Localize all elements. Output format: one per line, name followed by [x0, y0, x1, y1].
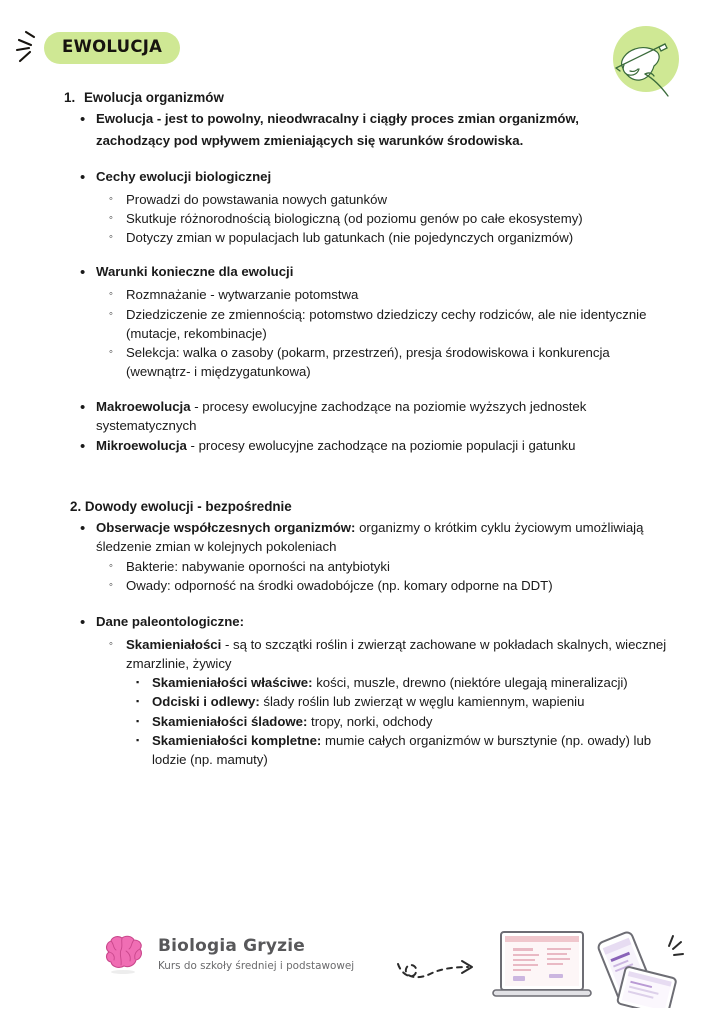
page-title: EWOLUCJA	[44, 32, 180, 64]
list-item	[64, 712, 674, 731]
bullet-circle-icon: ◦	[109, 192, 113, 205]
warunki-item-2: Dziedziczenie ze zmiennością: potomstwo dziedziczy cechy rodziców, ale nie identycznie (mutacje, rekombinacje)	[126, 306, 647, 341]
fossil-type-2-term: Odciski i odlewy:	[152, 694, 260, 710]
bullet-dot-icon: •	[80, 168, 86, 186]
list-item	[64, 673, 674, 692]
skamienialosci-desc: - są to szczątki roślin i zwierząt zachowane w pokładach skalnych, wiecznej zmarzlinie, żywicy	[126, 636, 667, 671]
evolution-definition-line-1: Ewolucja - jest to powolny, nieodwracalny i ciągły proces zmian organizmów,	[96, 110, 579, 126]
brand-subtitle: Kurs do szkoły średniej i podstawowej	[158, 959, 355, 972]
fossil-type-3	[152, 712, 674, 731]
sparkle-lines-icon	[14, 28, 42, 68]
bullet-circle-icon: ◦	[109, 346, 113, 359]
brain-icon	[100, 932, 146, 976]
mikroewolucja-desc: - procesy ewolucyjne zachodzące na poziomie populacji i gatunku	[186, 438, 576, 454]
bullet-square-icon: ▪	[136, 715, 140, 726]
mikroewolucja-entry	[96, 436, 674, 458]
laptop-phone-tablet-icon	[487, 926, 687, 1008]
section-1-title: Ewolucja organizmów	[84, 90, 224, 105]
group-heading-label: Warunki konieczne dla ewolucji	[96, 264, 294, 280]
brand-name: Biologia Gryzie	[158, 936, 306, 957]
fossil-type-2-desc: ślady roślin lub zwierząt w węglu kamiennym, wapieniu	[259, 694, 585, 710]
skamienialosci-term: Skamieniałości	[126, 636, 222, 652]
bullet-circle-icon: ◦	[109, 211, 113, 224]
list-item	[64, 228, 674, 247]
bullet-square-icon: ▪	[136, 677, 140, 688]
page-footer	[0, 924, 720, 1012]
dashed-arrow-right-icon	[396, 942, 484, 988]
bullet-dot-icon: •	[80, 398, 86, 416]
brand-text	[158, 936, 354, 971]
list-item	[64, 436, 674, 458]
bullet-dot-icon: •	[80, 613, 86, 631]
bullet-square-icon: ▪	[136, 696, 140, 707]
spacer	[64, 596, 674, 612]
list-item	[64, 692, 674, 711]
list-item	[64, 731, 674, 770]
cechy-item-3: Dotyczy zmian w populacjach lub gatunkach (nie pojedynczych organizmów)	[126, 230, 574, 246]
fossil-type-3-desc: tropy, norki, odchody	[307, 713, 433, 729]
list-item	[64, 285, 674, 304]
bullet-spacer	[80, 131, 96, 150]
cechy-item-2: Skutkuje różnorodnością biologiczną (od poziomu genów po całe ekosystemy)	[126, 210, 583, 226]
fossil-type-1-term: Skamieniałości właściwe:	[152, 675, 313, 691]
list-item	[64, 518, 674, 557]
fossil-type-1-desc: kości, muszle, drewno (niektóre ulegają mineralizacji)	[312, 675, 628, 691]
mikroewolucja-term: Mikroewolucja	[96, 438, 187, 454]
group-heading-warunki	[64, 262, 674, 284]
bullet-circle-icon: ◦	[109, 307, 113, 320]
fossil-type-4	[152, 731, 674, 770]
list-item	[64, 576, 674, 595]
list-item	[64, 190, 674, 209]
obserwacje-entry	[96, 518, 674, 557]
warunki-item-3: Selekcja: walka o zasoby (pokarm, przestrzeń), presja środowiskowa i konkurencja (wewnątrz- i międzygatunkowa)	[126, 345, 610, 380]
bullet-dot-icon: •	[80, 519, 86, 537]
title-badge-group	[14, 28, 180, 68]
makroewolucja-desc: - procesy ewolucyjne zachodzące na poziomie wyższych jednostek systematycznych	[96, 398, 587, 433]
list-item	[64, 635, 674, 674]
fossil-type-4-desc: mumie całych organizmów w bursztynie (np. owady) lub lodzie (np. mamuty)	[152, 732, 652, 768]
bullet-circle-icon: ◦	[109, 288, 113, 301]
fossil-type-3-term: Skamieniałości śladowe:	[152, 713, 308, 729]
page-header	[0, 0, 720, 95]
warunki-item-1: Rozmnażanie - wytwarzanie potomstwa	[126, 287, 359, 303]
cechy-item-1: Prowadzi do powstawania nowych gatunków	[126, 191, 387, 207]
group-heading-label: Cechy ewolucji biologicznej	[96, 168, 272, 184]
bullet-dot-icon: •	[80, 110, 86, 128]
brand-lockup	[100, 932, 354, 976]
obserwacje-desc: organizmy o krótkim cyklu życiowym umożliwiają śledzenie zmian w kolejnych pokoleniach	[96, 519, 644, 554]
fossil-type-2	[152, 692, 674, 711]
fossil-type-1	[152, 673, 674, 692]
spacer	[64, 152, 674, 167]
skamienialosci-entry	[126, 635, 674, 674]
notes-content	[0, 88, 720, 769]
list-item	[64, 209, 674, 228]
bullet-square-icon: ▪	[136, 734, 140, 745]
section-1-heading	[64, 88, 674, 108]
obserwacje-item-1: Bakterie: nabywanie oporności na antybiotyki	[126, 559, 390, 575]
makroewolucja-term: Makroewolucja	[96, 398, 191, 414]
bullet-dot-icon: •	[80, 264, 86, 282]
spacer	[64, 247, 674, 262]
list-item	[64, 109, 674, 131]
paleo-heading-label: Dane paleontologiczne:	[96, 613, 245, 629]
bullet-dot-icon: •	[80, 438, 86, 456]
list-item	[64, 557, 674, 576]
obserwacje-item-2: Owady: odporność na środki owadobójcze (np. komary odporne na DDT)	[126, 578, 553, 594]
group-heading-paleo	[64, 612, 674, 634]
bullet-circle-icon: ◦	[109, 560, 113, 573]
group-heading-cechy	[64, 167, 674, 189]
section-1-number: 1.	[64, 90, 76, 105]
bullet-circle-icon: ◦	[109, 579, 113, 592]
list-item	[64, 343, 674, 382]
fossil-type-4-term: Skamieniałości kompletne:	[152, 732, 322, 748]
section-2-heading: 2. Dowody ewolucji - bezpośrednie	[70, 499, 292, 515]
list-item	[64, 397, 674, 436]
spacer	[64, 382, 674, 397]
makroewolucja-entry	[96, 397, 674, 436]
list-item	[64, 305, 674, 344]
spacer	[64, 459, 674, 497]
obserwacje-term: Obserwacje współczesnych organizmów:	[96, 519, 356, 535]
bullet-circle-icon: ◦	[109, 231, 113, 244]
evolution-definition-line-2: zachodzący pod wpływem zmieniających się warunków środowiska.	[96, 133, 524, 149]
list-item	[64, 131, 674, 150]
bullet-circle-icon: ◦	[109, 637, 113, 650]
